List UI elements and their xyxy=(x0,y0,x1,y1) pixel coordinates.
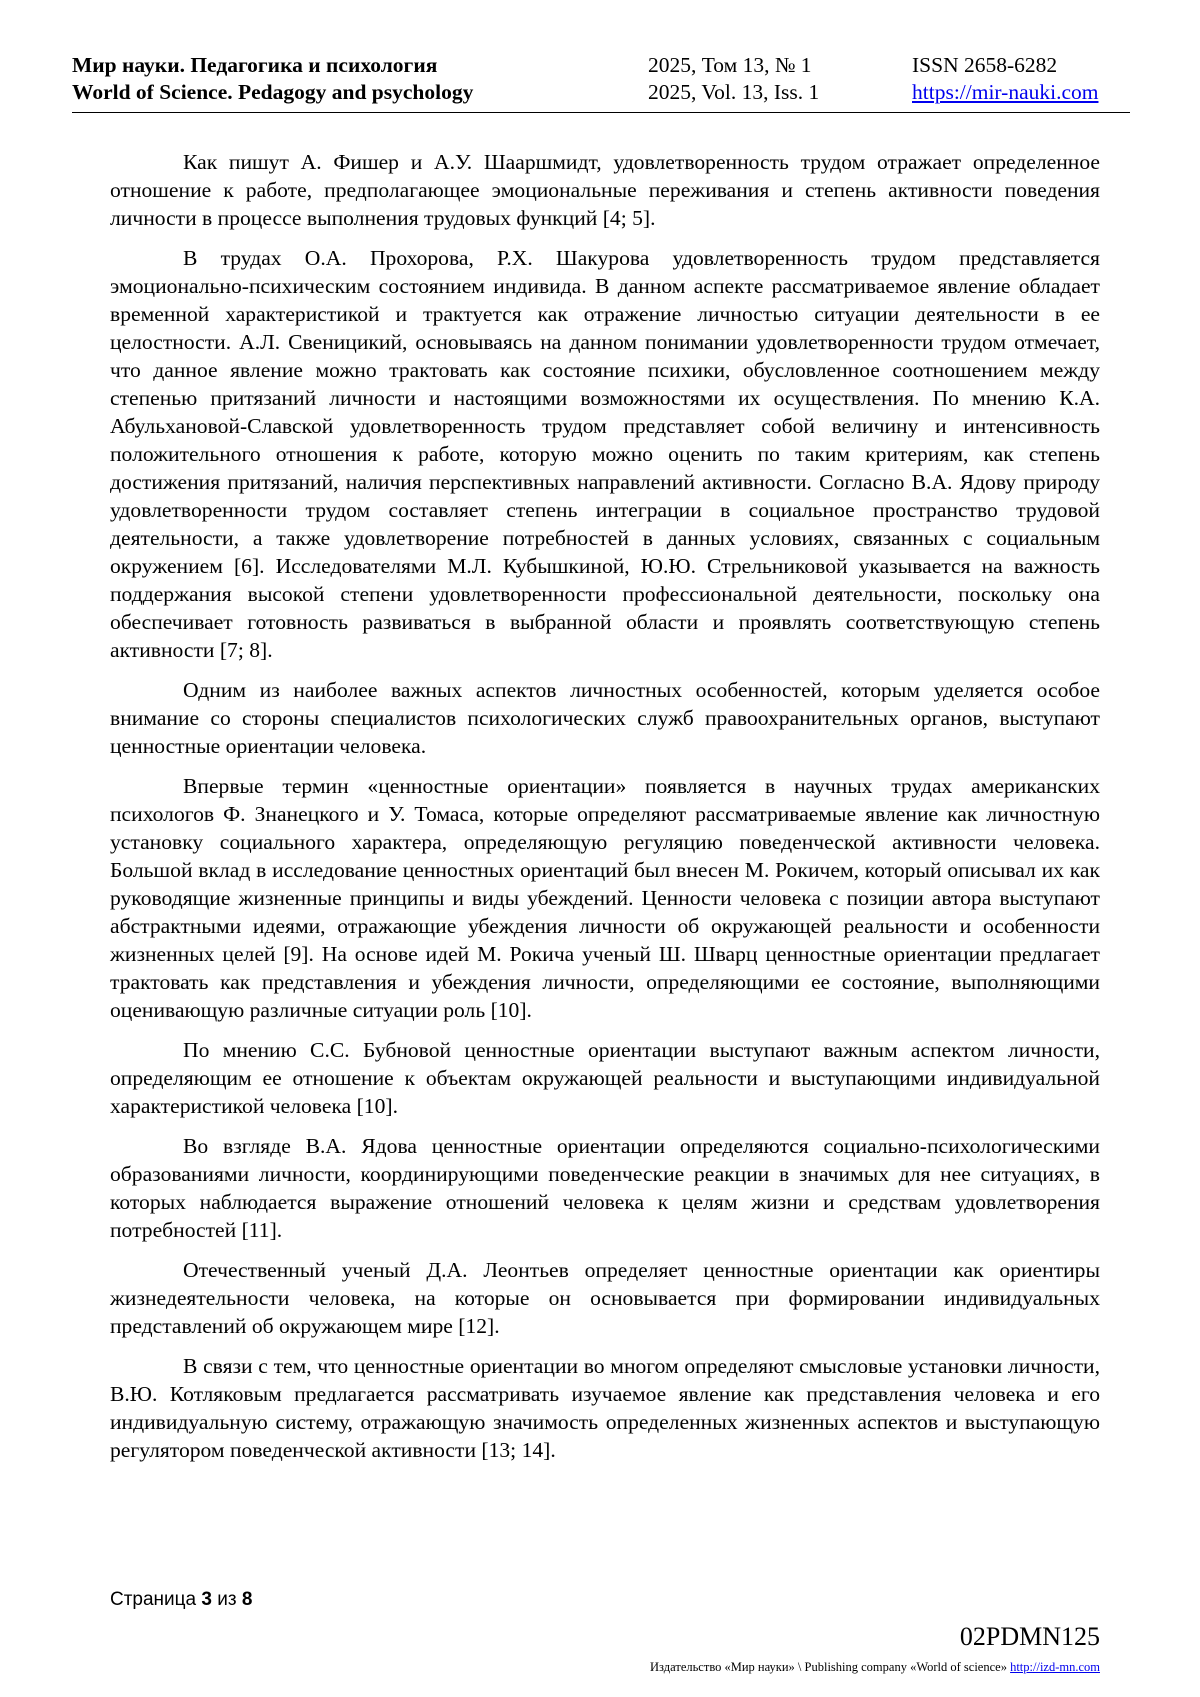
paragraph: По мнению С.С. Бубновой ценностные ориентации выступают важным аспектом личности, определяющим ее отношение к объектам окружающей реальности и выступающими индивидуальной характеристикой человека [10]. xyxy=(110,1038,1100,1118)
paragraph: Как пишут А. Фишер и А.У. Шааршмидт, удовлетворенность трудом отражает определенное отношение к работе, предполагающее эмоциональные переживания и степень активности поведения личности в процессе выполнения трудовых функций [4; 5]. xyxy=(110,150,1100,230)
issue-ru: 2025, Том 13, № 1 xyxy=(648,53,812,77)
paragraph: Во взгляде В.А. Ядова ценностные ориентации определяются социально-психологическими образованиями личности, координирующими поведенческие реакции в значимых для нее ситуациях, в которых наблюдается выражение отношений человека к целям жизни и средствам удовлетворения потребностей [11]. xyxy=(110,1134,1100,1242)
paragraph: Впервые термин «ценностные ориентации» появляется в научных трудах американских психологов Ф. Знанецкого и У. Томаса, которые определяют рассматриваемые явление как личностную установку социального характера, определяющую регуляцию поведенческой активности человека. Большой вклад в исследование ценностных ориентаций был внесен М. Рокичем, который описывал их как руководящие жизненные принципы и виды убеждений. Ценности человека с позиции автора выступают абстрактными идеями, отражающие убеждения личности об окружающей реальности и особенности жизненных целей [9]. На основе идей М. Рокича ученый Ш. Шварц ценностные ориентации предлагает трактовать как представления и убеждения личности, определяющими ее состояние, выполняющими оценивающую различные ситуации роль [10]. xyxy=(110,774,1100,1022)
journal-title-block xyxy=(72,52,473,106)
journal-title-en: World of Science. Pedagogy and psychology xyxy=(72,80,474,104)
publisher-text: Издательство «Мир науки» \ Publishing company «World of science» xyxy=(650,1660,1007,1674)
paragraph: В связи с тем, что ценностные ориентации во многом определяют смысловые установки личности, В.Ю. Котляковым предлагается рассматривать изучаемое явление как представления человека и его индивидуальную систему, отражающую значимость определенных жизненных аспектов и выступающую регулятором поведенческой активности [13; 14]. xyxy=(110,1354,1100,1462)
paragraph: Одним из наиболее важных аспектов личностных особенностей, которым уделяется особое внимание со стороны специалистов психологических служб правоохранительных органов, выступают ценностные ориентации человека. xyxy=(110,678,1100,758)
article-code: 02PDMN125 xyxy=(959,1622,1100,1651)
issn-block xyxy=(912,52,1098,106)
page-total: 8 xyxy=(241,1589,253,1610)
article-body xyxy=(110,148,1100,1476)
journal-site-link[interactable]: https://mir-nauki.com xyxy=(912,80,1099,104)
page-word: Страница xyxy=(110,1589,197,1610)
issue-block xyxy=(648,52,819,106)
publisher-link[interactable]: http://izd-mn.com xyxy=(1010,1660,1100,1674)
page-counter xyxy=(110,1588,252,1612)
paragraph: В трудах О.А. Прохорова, Р.Х. Шакурова удовлетворенность трудом представляется эмоционально-психическим состоянием индивида. В данном аспекте рассматриваемое явление обладает временной характеристикой и трактуется как отражение личностью ситуации деятельности в ее целостности. А.Л. Свеницикий, основываясь на данном понимании удовлетворенности трудом отмечает, что данное явление можно трактовать как состояние психики, обусловленное соотношением между степенью притязаний личности и настоящими возможностями их осуществления. По мнению К.А. Абульхановой-Славской удовлетворенность трудом представляет собой величину и интенсивность положительного отношения к работе, которую можно оценить по таким критериям, как степень достижения притязаний, наличия перспективных направлений активности. Согласно В.А. Ядову природу удовлетворенности трудом составляет степень интеграции в социальное пространство трудовой деятельности, а также удовлетворение потребностей в данных условиях, связанных с социальным окружением [6]. Исследователями М.Л. Кубышкиной, Ю.Ю. Стрельниковой указывается на важность поддержания высокой степени удовлетворенности профессиональной деятельности, поскольку она обеспечивает готовность развиваться в выбранной области и проявлять соответствующую степень активности [7; 8]. xyxy=(110,246,1100,662)
issue-en: 2025, Vol. 13, Iss. 1 xyxy=(648,80,820,104)
publisher-line xyxy=(650,1659,1100,1675)
page-of: из xyxy=(217,1589,237,1610)
page-current: 3 xyxy=(201,1589,212,1610)
running-header xyxy=(72,52,1130,113)
issn: ISSN 2658-6282 xyxy=(912,53,1058,77)
paragraph: Отечественный ученый Д.А. Леонтьев определяет ценностные ориентации как ориентиры жизнедеятельности человека, на которые он основывается при формировании индивидуальных представлений об окружающем мире [12]. xyxy=(110,1258,1100,1338)
journal-title-ru: Мир науки. Педагогика и психология xyxy=(72,53,438,77)
